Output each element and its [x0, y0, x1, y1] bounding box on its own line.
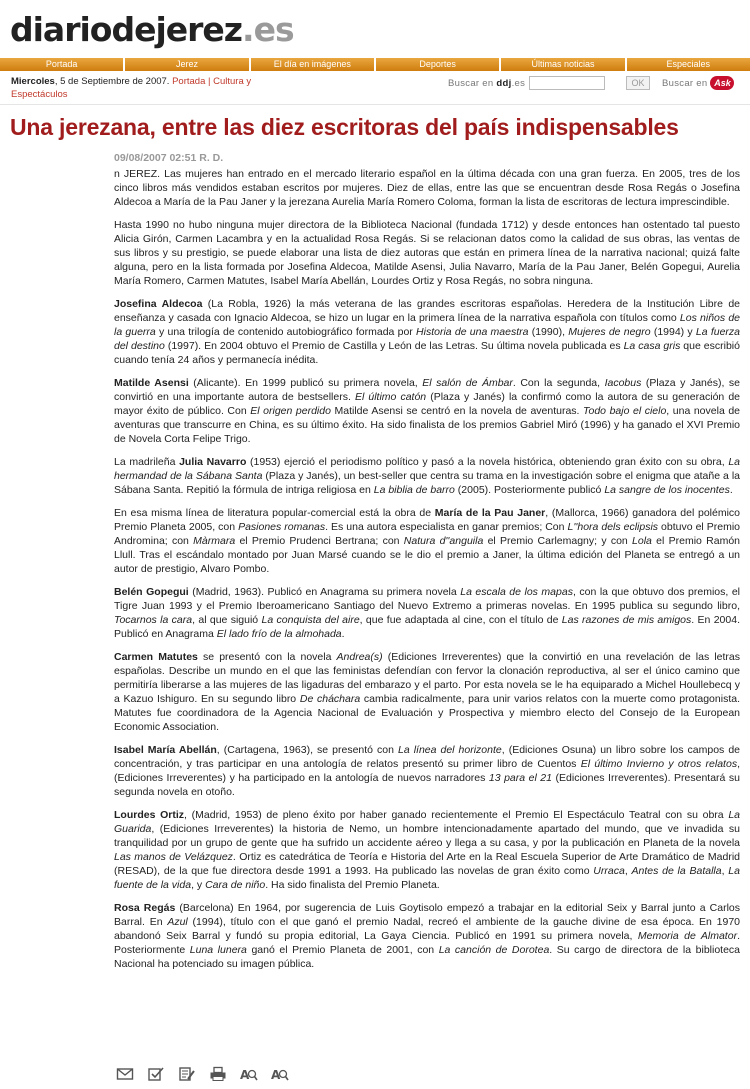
ask-search — [662, 76, 734, 90]
paragraph: Lourdes Ortiz, (Madrid, 1953) de pleno éxito por haber ganado recientemente el Premio El Espectáculo Teatral con su obra La Guarida, (Ediciones Irreverentes) la historia de Nemo, un hombre intencionadamente apartado del mundo, que ve invadida su tranquilidad por un grupo de gente que ha sufrido un accidente aéreo y llega a su casa, y por la publicación en Planeta de la novela Las manos de Velázquez. Ortiz es catedrática de Teoría e Historia del Arte en la Real Escuela Superior de Arte Dramático de Madrid (RESAD), de la que fue directora desde 1991 a 1993. Ha publicado las novelas de gran éxito como Urraca, Antes de la Batalla, La fuente de la vida, y Cara de niño. Ha sido finalista del Premio Planeta. — [114, 809, 740, 891]
search-ok-button[interactable]: OK — [626, 76, 650, 90]
zoom-in-icon[interactable] — [240, 1066, 258, 1082]
article-title: Una jerezana, entre las diez escritoras del país indispensables — [10, 114, 679, 140]
zoom-out-icon[interactable] — [271, 1066, 289, 1082]
site-logo[interactable] — [10, 10, 294, 50]
nav-item-dia-en-imagenes[interactable]: El día en imágenes — [251, 58, 376, 71]
article-body — [114, 151, 740, 980]
breadcrumb-cultura[interactable]: Cultura y Espectáculos — [11, 76, 252, 100]
article-byline: 09/08/2007 02:51 R. D. — [114, 152, 224, 164]
site-search — [448, 76, 605, 90]
ask-search-label: Buscar en — [662, 77, 708, 89]
ask-logo[interactable]: Ask — [710, 76, 734, 90]
date-text: , 5 de Septiembre de 2007. — [54, 76, 170, 87]
search-input[interactable] — [529, 76, 605, 90]
search-label: Buscar en ddj.es — [448, 77, 526, 89]
check-icon[interactable] — [147, 1066, 165, 1082]
svg-text:A: A — [240, 1068, 250, 1082]
svg-text:A: A — [271, 1068, 281, 1082]
paragraph: Hasta 1990 no hubo ninguna mujer directora de la Biblioteca Nacional (fundada 1712) y desde entonces han ostentado tal puesto Alicia Girón, Carmen Lacambra y en la actualidad Rosa Regás. Si se relacionan datos como la calidad de sus obras, las ventas de sus libros y su prestigio, se puede elaborar una lista de diez autoras que están en primera línea de la narrativa nacional; quizá falte alguna, pero en la lista formada por Josefina Aldecoa, Matilde Asensi, Julia Navarro, María de la Pau Janer, Belén Gopegui, Aurelia María Romero, Carmen Matutes, Isabel María Abellán, Lourdes Ortiz y Rosa Regás, no sobra ninguna. — [114, 219, 740, 287]
sub-bar — [0, 71, 750, 103]
breadcrumb-separator: | — [205, 76, 214, 87]
paragraph: Josefina Aldecoa (La Robla, 1926) la más veterana de las grandes escritoras españolas. Heredera de la Institución Libre de enseñanza y casada con Ignacio Aldecoa, se hizo un lugar en la primera línea de la narrativa española con títulos como Los niños de la guerra y una trilogía de contenido autobiográfico formada por Historia de una maestra (1990), Mujeres de negro (1994) y La fuerza del destino (1997). En 2004 obtuvo el Premio de Castilla y León de las Letras. Su última novela publicada es La casa gris que escribió cuando tenía 24 años y permanecía inédita. — [114, 298, 741, 366]
breadcrumb-portada[interactable]: Portada — [172, 76, 206, 87]
weekday: Miercoles — [11, 76, 55, 87]
paragraph: En esa misma línea de literatura popular-comercial está la obra de María de la Pau Janer, (Mallorca, 1966) ganadora del polémico Premio Planeta 2005, con Pasiones romanas. Es una autora especialista en ganar premios; Con L''hora dels eclipsis obtuvo el Premio Andromina; con Màrmara el Premio Prudenci Bertrana; con Natura d''anguila el Premio Carlemagny; y con Lola el Premio Ramón Llull. Tras el escándalo montado por Juan Marsé cuando se le dio el premio a Janer, la última edición del Planeta se entregó a un autor de prestigio, Alvaro Pombo. — [114, 507, 741, 575]
header-divider — [0, 104, 750, 105]
edit-icon[interactable] — [178, 1066, 196, 1082]
nav-item-portada[interactable]: Portada — [0, 58, 125, 71]
print-icon[interactable] — [209, 1066, 227, 1082]
site-header — [0, 0, 750, 58]
nav-item-jerez[interactable]: Jerez — [125, 58, 250, 71]
paragraph: Isabel María Abellán, (Cartagena, 1963), se presentó con La línea del horizonte, (Ediciones Osuna) un libro sobre los campos de concentración, y tras participar en una antología de relatos presentó su primer libro de Cuentos El último Invierno y otros relatos, (Ediciones Irreverentes) y ha participado en la antología de nuevos narradores 13 para el 21 (Ediciones Irreverentes). Presentará su segunda novela en otoño. — [114, 744, 741, 798]
paragraph: Carmen Matutes se presentó con la novela Andrea(s) (Ediciones Irreverentes) que la convirtió en una revelación de las letras españolas. Describe un mundo en el que las feministas defendían con fervor la clonación reproductiva, al ser el único camino que permitiría liberarse a las mujeres de las ligaduras del embarazo y el parto. Por esta novela se le ha equiparado a Michel Houllebecq y a Kazuo Ishiguro. En su segundo libro De cháchara cambia radicalmente, para unir varios relatos con la muerte como protagonista. Matutes fue coordinadora de la Agencia Nacional de Evaluación y Prospectiva y miembro electo del Consejo de la European Economic Association. — [114, 651, 740, 733]
main-nav — [0, 58, 750, 71]
nav-item-deportes[interactable]: Deportes — [376, 58, 501, 71]
paragraph: n JEREZ. Las mujeres han entrado en el mercado literario español en la última década con una gran fuerza. En 2005, tres de los cinco libros más vendidos estaban escritos por mujeres. Diez de ellas, entre las que se encuentran desde Rosa Regás o Josefina Aldecoa a María de la Pau Janer y la jerezana Aurelia María Romero Coloma, forman la lista de escritoras de lectura imprescindible. — [114, 168, 740, 208]
paragraph: Belén Gopegui (Madrid, 1963). Publicó en Anagrama su primera novela La escala de los mapas, con la que obtuvo dos premios, el Tigre Juan 1993 y el Premio Iberoamericano Santiago del Nuevo Extremo a primeras novelas. En 1995 publica su segundo libro, Tocarnos la cara, al que siguió La conquista del aire, que fue adaptada al cine, con el título de Las razones de mis amigos. En 2004. Publicó en Anagrama El lado frío de la almohada. — [114, 586, 740, 640]
nav-item-ultimas-noticias[interactable]: Últimas noticias — [501, 58, 626, 71]
logo-tld: .es — [242, 10, 294, 49]
logo-name: diariodejerez — [10, 10, 243, 49]
paragraph: Matilde Asensi (Alicante). En 1999 publicó su primera novela, El salón de Ámbar. Con la segunda, Iacobus (Plaza y Janés), se convirtió en una importante autora de bestsellers. El último catón (Plaza y Janés) la confirmó como la autora de su generación de mayor éxito de público. Con El origen perdido Matilde Asensi se centró en la novela de aventuras. Todo bajo el cielo, una novela de aventuras que transcurre en China, es su último éxito. Ha sido finalista de los premios Gabriel Miró (1996) y ha ganado el XVI Premio de Novela Corta Felipe Trigo. — [114, 377, 741, 445]
email-icon[interactable] — [116, 1066, 134, 1082]
dateline — [11, 75, 301, 101]
nav-item-especiales[interactable]: Especiales — [627, 58, 750, 71]
paragraph: Rosa Regás (Barcelona) En 1964, por sugerencia de Luis Goytisolo empezó a trabajar en la editorial Seix y Barral junto a Carlos Barral. En Azul (1994), título con el que ganó el premio Nadal, recreó el ambiente de la gauche divine de esa época. En 1970 abandonó Seix Barral y fundó su propia editorial, La Gaya Ciencia. Publicó en 1991 su primera novela, Memoria de Almator. Posteriormente Luna lunera ganó el Premio Planeta de 2001, con La canción de Dorotea. Su cargo de directora de la biblioteca Nacional ha potenciado su imagen pública. — [114, 902, 741, 970]
paragraph: La madrileña Julia Navarro (1953) ejerció el periodismo político y pasó a la novela histórica, obteniendo gran éxito con su obra, La hermandad de la Sábana Santa (Plaza y Janés), un best-seller que centra su trama en la investigación sobre el enigma que atañe a la Sábana Santa. Repitió la fórmula de intriga religiosa en La biblia de barro (2005). Posteriormente publicó La sangre de los inocentes. — [114, 456, 740, 496]
article-tools — [116, 1066, 289, 1082]
